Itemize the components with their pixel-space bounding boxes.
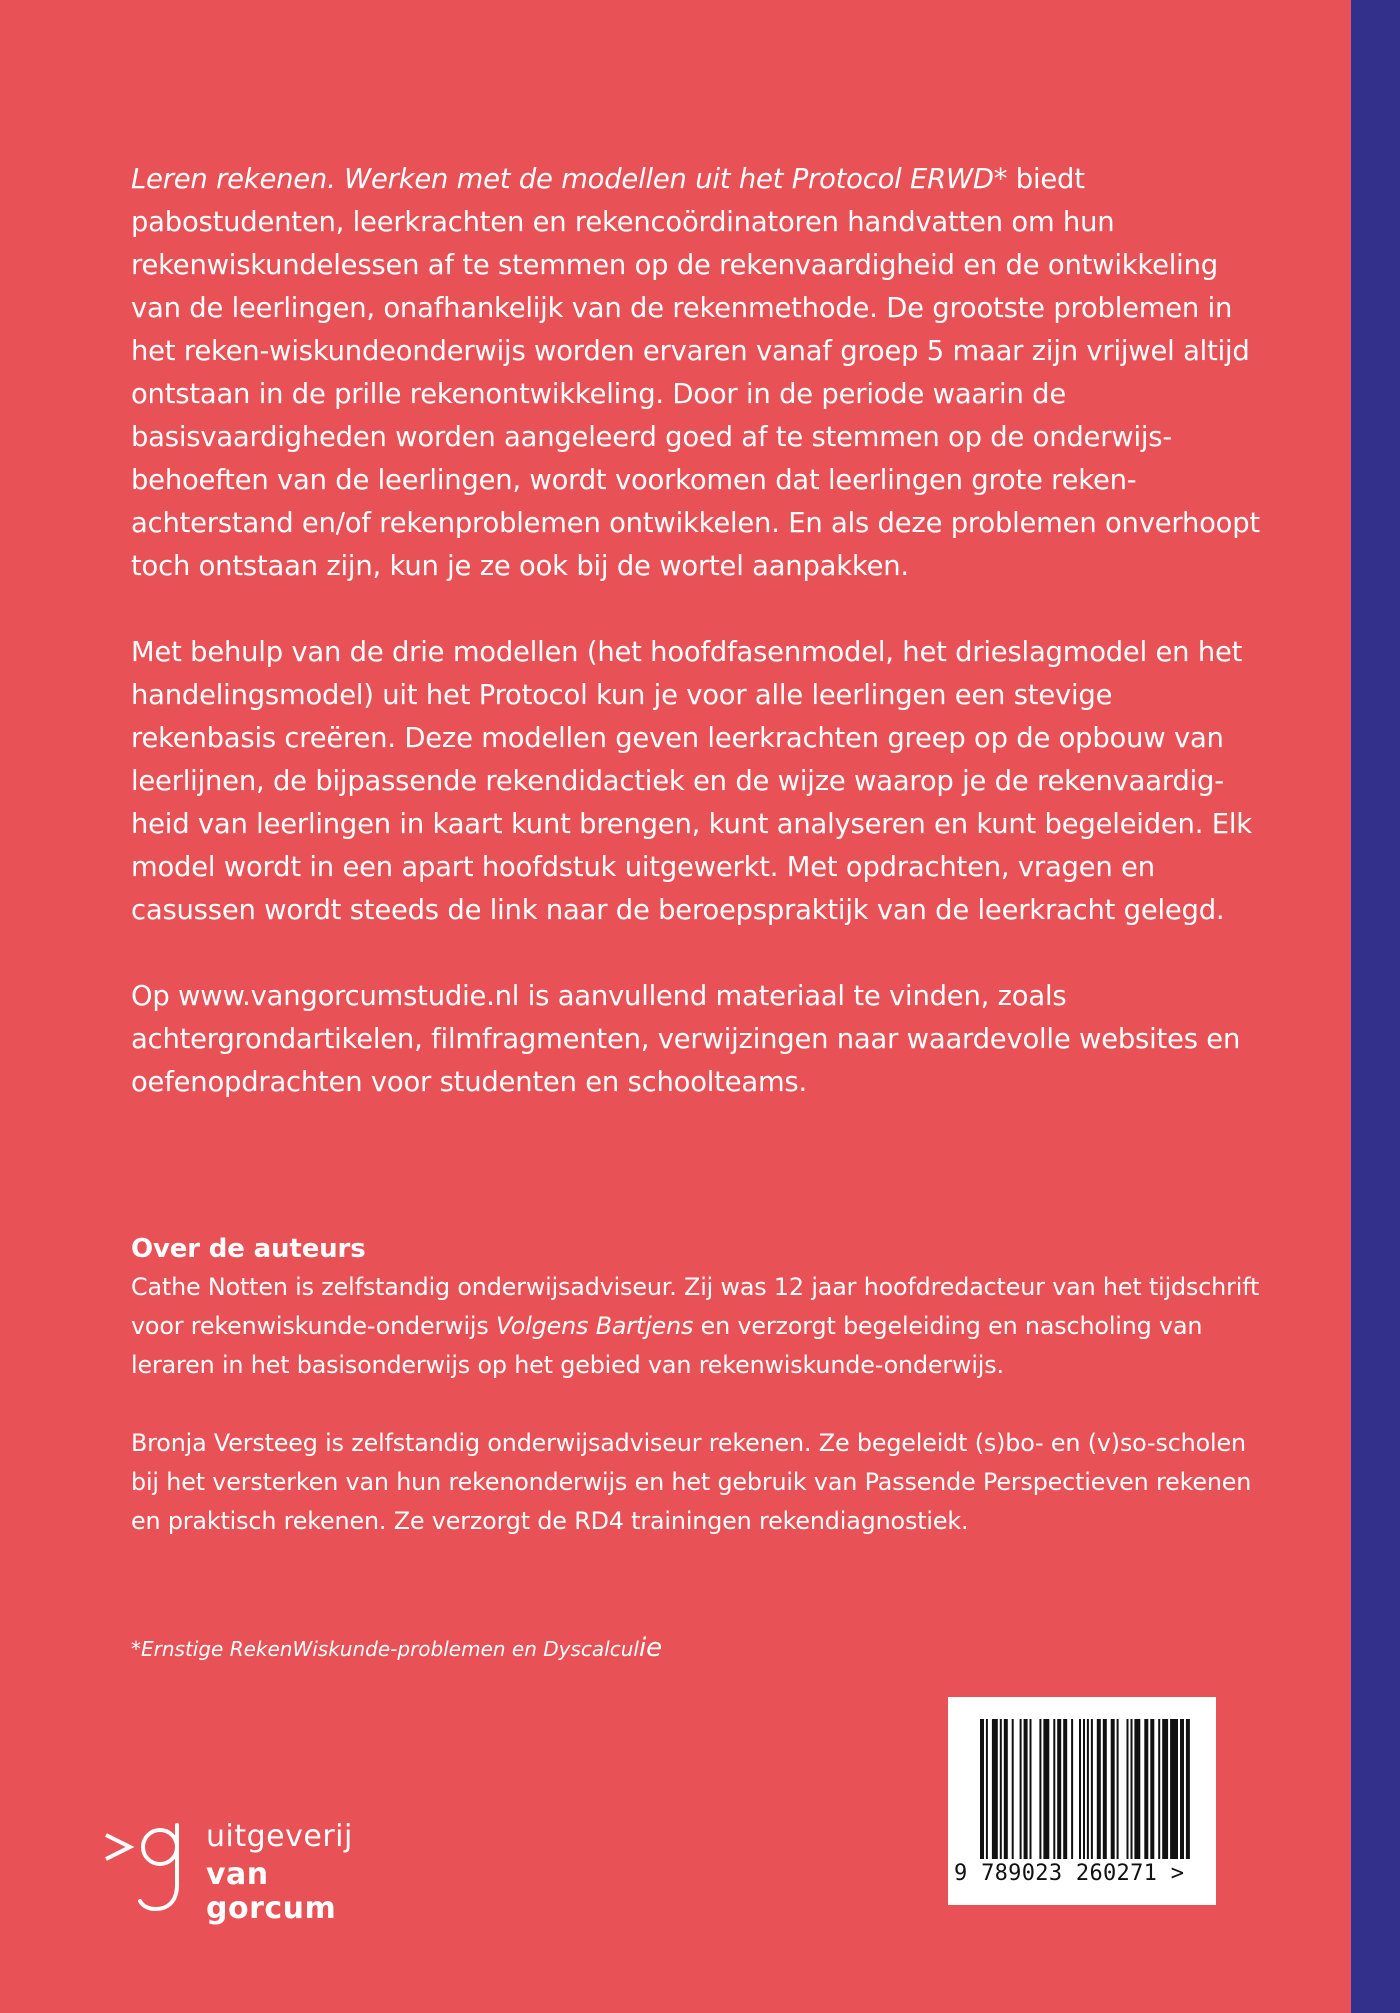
barcode-bar	[1144, 1719, 1148, 1859]
publisher-name-line-2: van gorcum	[206, 1857, 337, 1926]
barcode-bar	[1150, 1719, 1154, 1859]
barcode-bar	[1127, 1719, 1129, 1859]
barcode-bar	[1162, 1719, 1168, 1859]
barcode-bar	[992, 1719, 998, 1859]
barcode-bar	[1057, 1719, 1061, 1859]
author-bio-1	[131, 1268, 1271, 1385]
barcode-bar	[1030, 1719, 1032, 1859]
barcode-bar	[980, 1719, 984, 1859]
barcode-bars	[948, 1697, 1216, 1862]
barcode-bar	[1063, 1719, 1067, 1859]
author-bio-1-text-end: en verzorgt begeleiding en nascholing van leraren in het basisonderwijs op het gebied van rekenwiskunde-onderwijs.	[131, 1312, 1203, 1379]
barcode-bar	[1083, 1719, 1085, 1859]
barcode-bar	[1079, 1719, 1081, 1859]
footnote-text: *Ernstige RekenWiskunde-problemen en Dyscalcul	[131, 1637, 639, 1661]
isbn-barcode	[948, 1697, 1216, 1905]
barcode-bar	[1131, 1719, 1133, 1859]
barcode-bar	[1012, 1719, 1014, 1859]
barcode-bar	[1103, 1719, 1107, 1859]
blurb	[131, 158, 1261, 1104]
barcode-bar	[1158, 1719, 1160, 1859]
barcode-bar	[1186, 1719, 1190, 1859]
publisher-mark-icon	[100, 1815, 200, 1915]
publisher-name-line-1: uitgeverij	[206, 1819, 353, 1854]
barcode-bar	[1071, 1719, 1073, 1859]
blurb-paragraph-1	[131, 158, 1261, 588]
barcode-bar	[1039, 1719, 1041, 1859]
footnote-text-end: ie	[638, 1633, 663, 1663]
book-spine	[1351, 0, 1400, 2013]
barcode-bar	[1180, 1719, 1184, 1859]
authors-section	[131, 1230, 1271, 1580]
barcode-bar	[1087, 1719, 1089, 1859]
blurb-paragraph-3: Op www.vangorcumstudie.nl is aanvullend materiaal te vinden, zoals achtergrondartikelen, filmfragmenten, verwijzingen naar waardevolle websites en oefenopdrachten voor studenten en schoolteams.	[131, 981, 1241, 1098]
publisher-logo	[100, 1815, 390, 1926]
blurb-paragraph-2: Met behulp van de drie modellen (het hoofdfasenmodel, het drieslagmodel en het handelingsmodel) uit het Protocol kun je voor alle leerlingen een stevige rekenbasis creëren. Deze modellen geven leerkrachten greep op de opbouw van leerlijnen, de bijpassende rekendidactiek en de wijze waarop je de rekenvaardigheid van leerlingen in kaart kunt brengen, kunt analyseren en kunt begeleiden. Elk model wordt in een apart hoofdstuk uitgewerkt. Met opdrachten, vragen en casussen wordt steeds de link naar de beroepspraktijk van de leerkracht gelegd.	[131, 637, 1252, 926]
barcode-bar	[1091, 1719, 1093, 1859]
barcode-bar	[1020, 1719, 1022, 1859]
book-title: Leren rekenen. Werken met de modellen uit het Protocol ERWD*	[131, 164, 1008, 195]
barcode-bar	[1004, 1719, 1008, 1859]
author-bio-1-text: Cathe Notten is zelfstandig onderwijsadviseur. Zij was 12 jaar hoofdredacteur van het tijdschrift voor rekenwiskunde-onderwijs	[131, 1273, 1260, 1340]
barcode-bar	[1134, 1719, 1140, 1859]
isbn-digits: 9 789023 260271 >	[954, 1861, 1185, 1886]
blurb-paragraph-1-body: biedt pabostudenten, leerkrachten en rekencoördinatoren handvatten om hun rekenwiskundelessen af te stemmen op de rekenvaardigheid en de ontwikkeling van de leerlingen, onafhankelijk van de rekenmethode. De grootste problemen in het reken-wiskundeonderwijs worden ervaren vanaf groep 5 maar zijn vrijwel altijd ontstaan in de prille rekenontwikkeling. Door in de periode waarin de basisvaardigheden worden aangeleerd goed af te stemmen op de onderwijsbehoeften van de leerlingen, wordt voorkomen dat leerlingen grote rekenachterstand en/of rekenproblemen ontwikkelen. En als deze problemen onverhoopt toch ontstaan zijn, kun je ze ook bij de wortel aanpakken.	[131, 164, 1260, 582]
barcode-bar	[1053, 1719, 1055, 1859]
barcode-bar	[1024, 1719, 1028, 1859]
magazine-title: Volgens Bartjens	[496, 1312, 694, 1340]
barcode-bar	[1000, 1719, 1002, 1859]
author-bio-2: Bronja Versteeg is zelfstandig onderwijsadviseur rekenen. Ze begeleidt (s)bo- en (v)so-scholen bij het versterken van hun rekenonderwijs en het gebruik van Passende Perspectieven rekenen en praktisch rekenen. Ze verzorgt de RD4 trainingen rekendiagnostiek.	[131, 1429, 1252, 1535]
barcode-bar	[1043, 1719, 1049, 1859]
authors-heading: Over de auteurs	[131, 1234, 366, 1264]
barcode-bar	[1170, 1719, 1178, 1859]
barcode-bar	[1117, 1719, 1119, 1859]
barcode-bar	[1097, 1719, 1101, 1859]
barcode-bar	[986, 1719, 988, 1859]
footnote	[131, 1633, 662, 1664]
barcode-bar	[1111, 1719, 1115, 1859]
